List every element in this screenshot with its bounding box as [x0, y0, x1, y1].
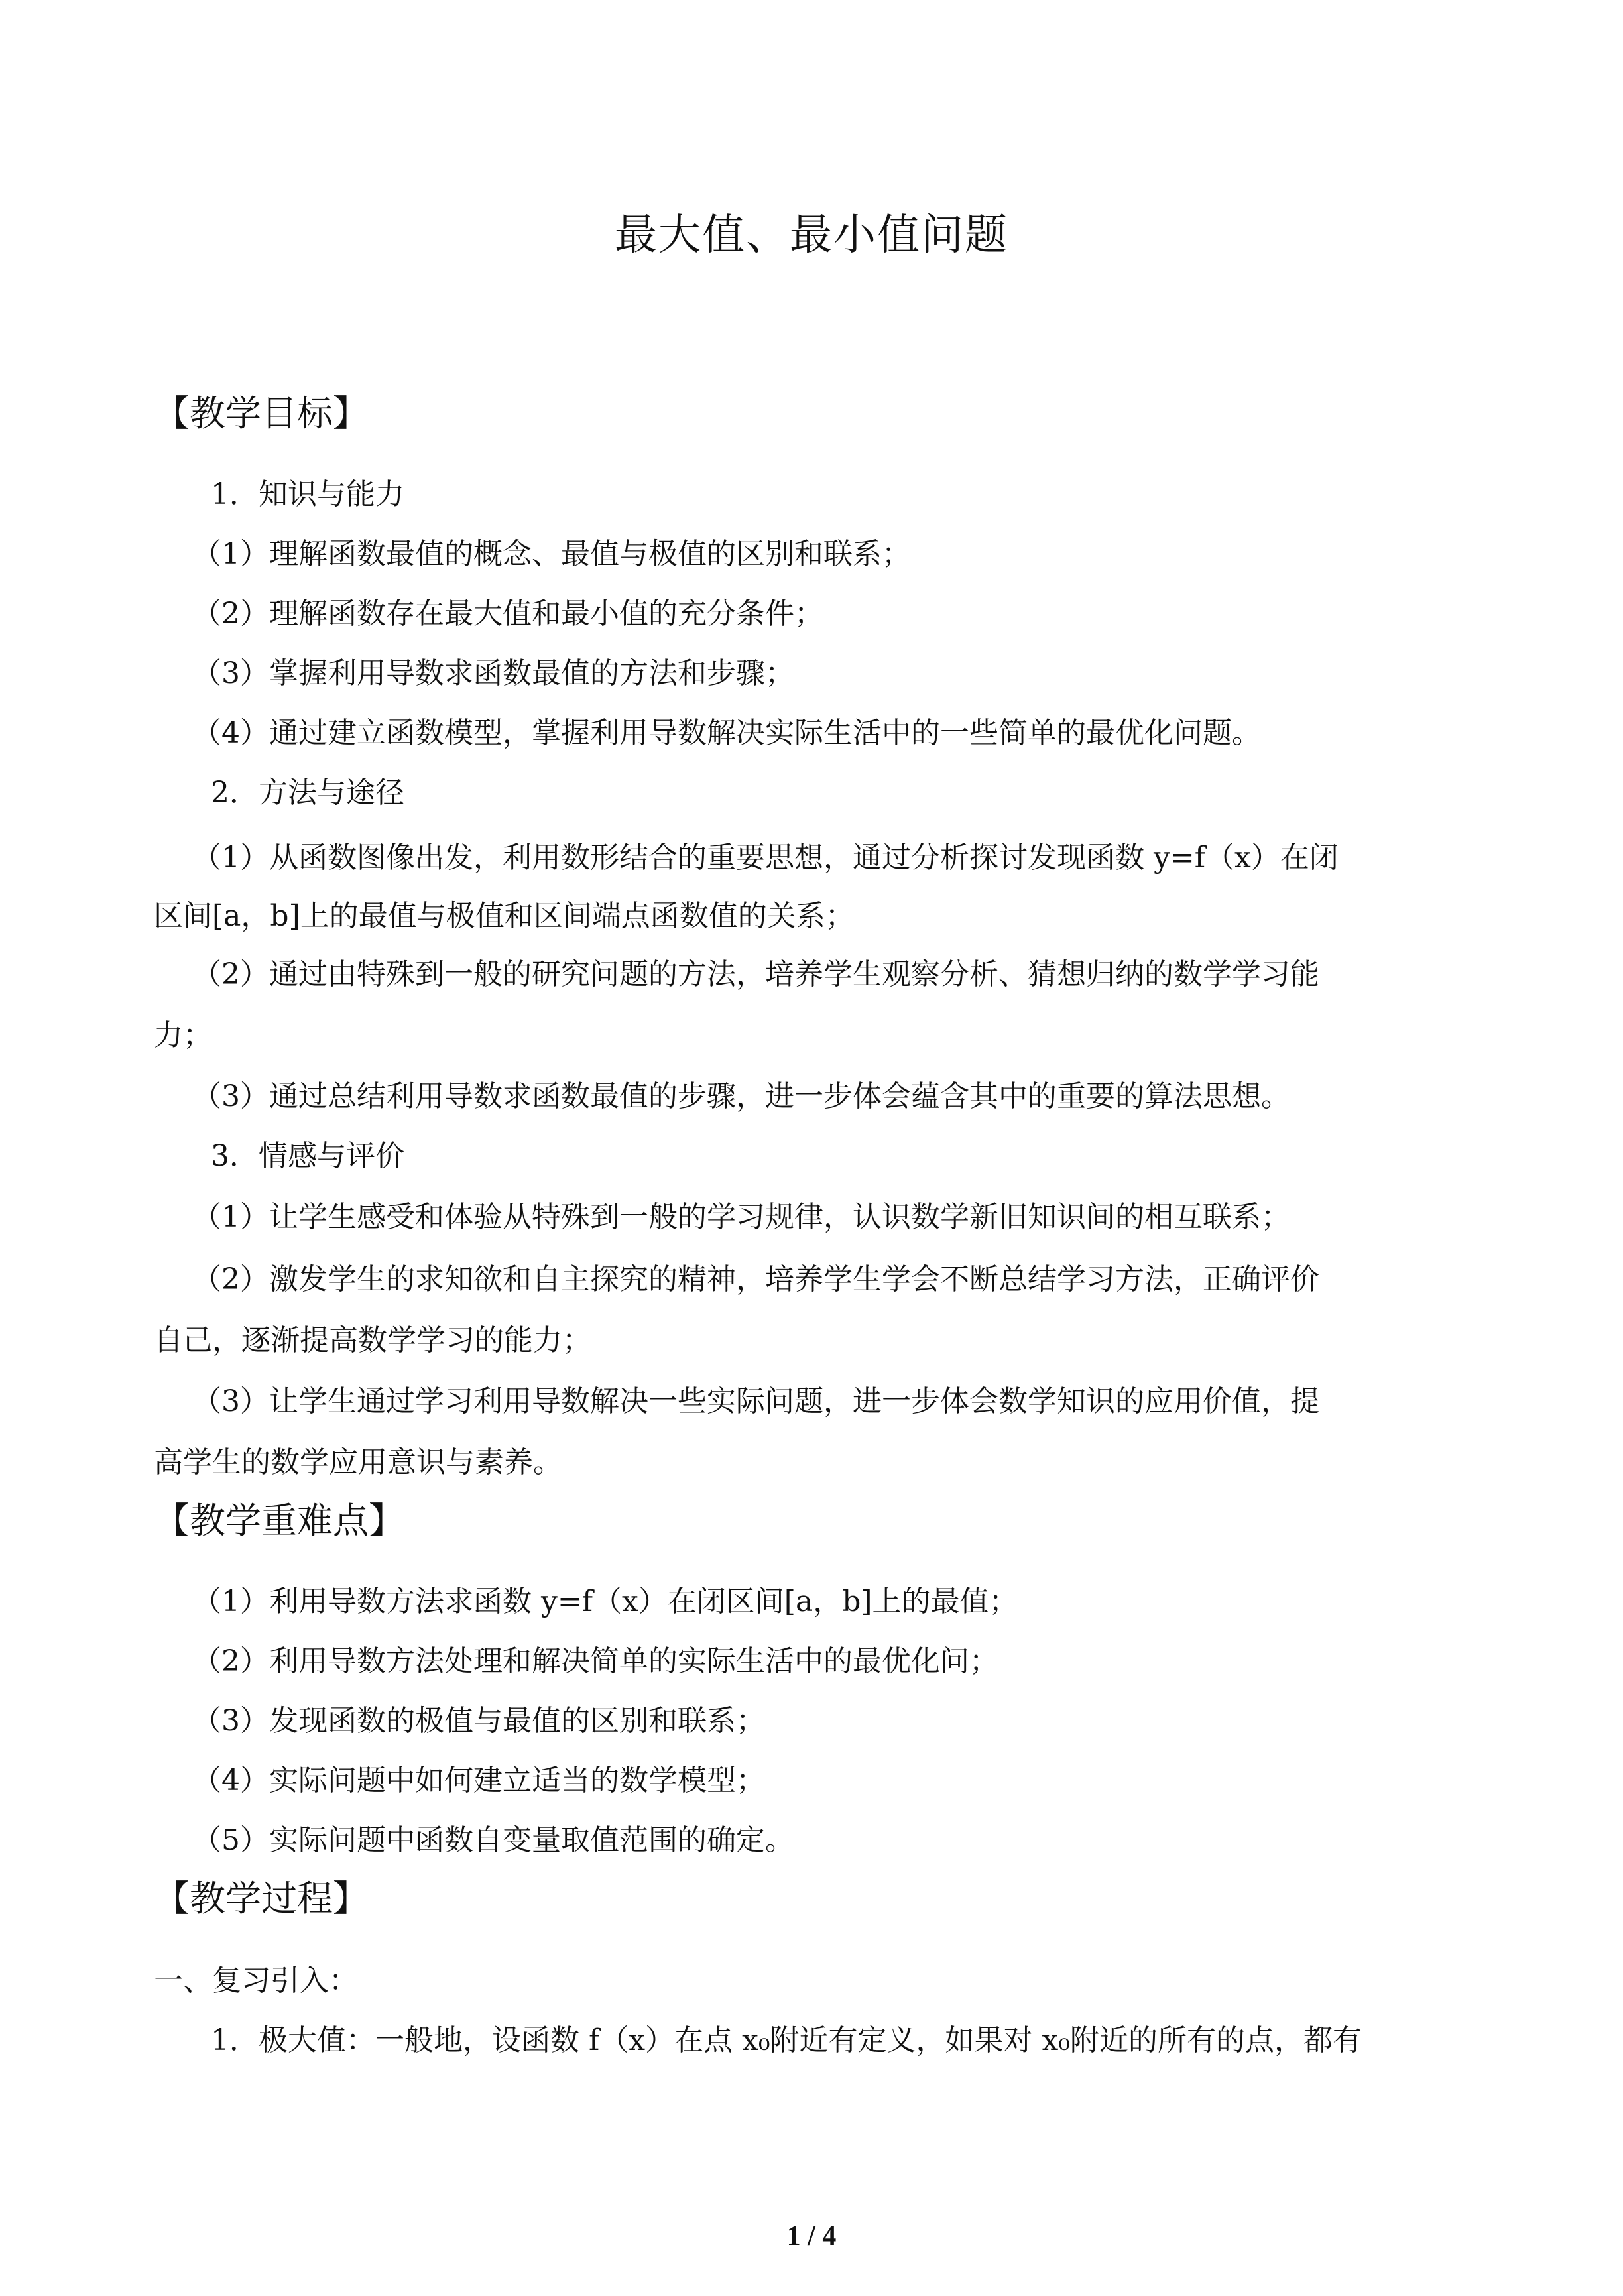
- process-line: 1．极大值：一般地，设函数 f（x）在点 x₀附近有定义，如果对 x₀附近的所有的点，都有: [211, 2024, 1362, 2057]
- subheading-method: 2．方法与途径: [211, 776, 404, 810]
- key-point-line: （1）利用导数方法求函数 y=f（x）在闭区间[a，b]上的最值；: [192, 1585, 1018, 1618]
- objective-line-cont: 区间[a，b]上的最值与极值和区间端点函数值的关系；: [154, 899, 855, 933]
- objective-line: （4）通过建立函数模型，掌握利用导数解决实际生活中的一些简单的最优化问题。: [192, 716, 1261, 750]
- key-point-line: （2）利用导数方法处理和解决简单的实际生活中的最优化问；: [192, 1644, 998, 1678]
- subheading-knowledge: 1．知识与能力: [211, 477, 404, 511]
- objective-line: （2）激发学生的求知欲和自主探究的精神，培养学生学会不断总结学习方法，正确评价: [192, 1262, 1319, 1296]
- heading-objectives: 【教学目标】: [154, 393, 369, 434]
- key-point-line: （5）实际问题中函数自变量取值范围的确定。: [192, 1823, 794, 1857]
- objective-line: （1）让学生感受和体验从特殊到一般的学习规律，认识数学新旧知识间的相互联系；: [192, 1200, 1290, 1234]
- key-point-line: （3）发现函数的极值与最值的区别和联系；: [192, 1704, 765, 1738]
- objective-line-cont: 高学生的数学应用意识与素养。: [154, 1445, 562, 1479]
- page-title: 最大值、最小值问题: [615, 211, 1008, 260]
- objective-line: （1）从函数图像出发，利用数形结合的重要思想，通过分析探讨发现函数 y=f（x）在闭: [192, 841, 1339, 875]
- objective-line: （1）理解函数最值的概念、最值与极值的区别和联系；: [192, 537, 911, 571]
- page-number: 1 / 4: [786, 2221, 837, 2252]
- objective-line-cont: 力；: [154, 1018, 212, 1052]
- objective-line: （3）掌握利用导数求函数最值的方法和步骤；: [192, 656, 794, 690]
- objective-line: （2）通过由特殊到一般的研究问题的方法，培养学生观察分析、猜想归纳的数学学习能: [192, 957, 1319, 991]
- key-point-line: （4）实际问题中如何建立适当的数学模型；: [192, 1764, 765, 1797]
- heading-key-points: 【教学重难点】: [154, 1500, 404, 1541]
- subheading-emotion: 3．情感与评价: [211, 1139, 404, 1173]
- objective-line-cont: 自己，逐渐提高数学学习的能力；: [154, 1323, 591, 1357]
- objective-line: （3）让学生通过学习利用导数解决一些实际问题，进一步体会数学知识的应用价值，提: [192, 1384, 1319, 1418]
- objective-line: （2）理解函数存在最大值和最小值的充分条件；: [192, 597, 823, 631]
- objective-line: （3）通过总结利用导数求函数最值的步骤，进一步体会蕴含其中的重要的算法思想。: [192, 1079, 1290, 1113]
- heading-process: 【教学过程】: [154, 1878, 369, 1919]
- section-title: 一、复习引入：: [154, 1964, 358, 1998]
